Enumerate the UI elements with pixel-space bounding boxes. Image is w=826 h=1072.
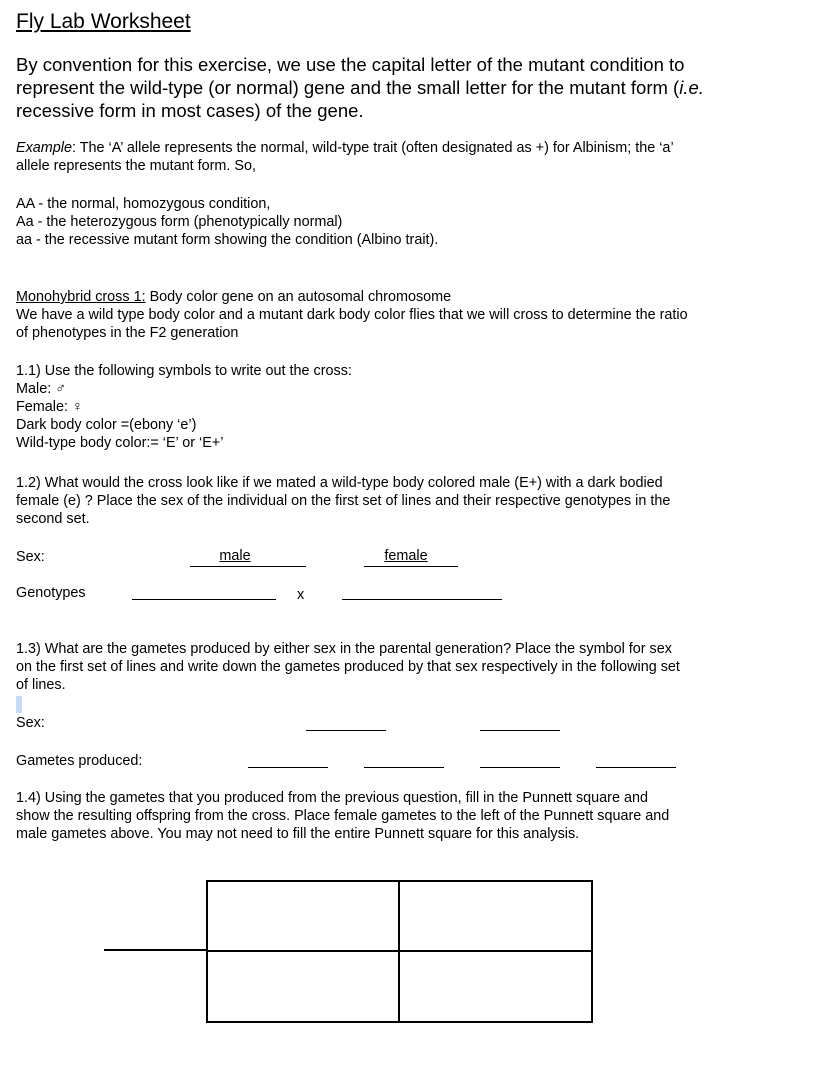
gamete-line-1[interactable] — [248, 767, 328, 768]
symbol-female: Female: ♀ — [16, 399, 83, 415]
punnett-cell-1[interactable] — [208, 882, 400, 952]
q1-3-sex-line-1[interactable] — [306, 730, 386, 731]
gamete-line-4[interactable] — [596, 767, 676, 768]
q1-2-sex-answer-male[interactable]: male — [219, 548, 251, 564]
punnett-cell-3[interactable] — [208, 952, 400, 1022]
cross1-desc-2: of phenotypes in the F2 generation — [16, 325, 239, 341]
q1-3-line-3: of lines. — [16, 677, 66, 693]
genotype-list — [16, 195, 438, 249]
q1-1-prompt: 1.1) Use the following symbols to write out the cross: — [16, 363, 352, 379]
intro-italic-ie: i.e. — [679, 77, 704, 98]
question-1-4 — [16, 789, 669, 843]
cross1-desc-1: We have a wild type body color and a mutant dark body color flies that we will cross to determine the ratio — [16, 307, 688, 323]
text-cursor-highlight — [16, 696, 22, 713]
q1-2-genotype-line-female[interactable] — [342, 599, 502, 600]
page-title: Fly Lab Worksheet — [16, 10, 191, 33]
q1-3-sex-label: Sex: — [16, 715, 45, 731]
intro-line-2 — [16, 76, 704, 99]
q1-4-line-1: 1.4) Using the gametes that you produced from the previous question, fill in the Punnett square and — [16, 790, 648, 806]
punnett-left-gamete-line — [104, 949, 208, 951]
punnett-square — [206, 880, 593, 1023]
q1-2-genotypes-label: Genotypes — [16, 585, 86, 601]
example-label: Example — [16, 140, 72, 156]
q1-4-line-2: show the resulting offspring from the cross. Place female gametes to the left of the Punnett square and — [16, 808, 670, 824]
example-line-2: allele represents the mutant form. So, — [16, 158, 256, 174]
q1-3-gametes-label: Gametes produced: — [16, 753, 143, 769]
question-1-3 — [16, 640, 680, 694]
q1-3-line-1: 1.3) What are the gametes produced by either sex in the parental generation? Place the symbol for sex — [16, 641, 672, 657]
question-1-1 — [16, 362, 352, 452]
q1-2-sex-line-female[interactable] — [364, 566, 458, 567]
cross1-section — [16, 288, 688, 342]
gamete-line-2[interactable] — [364, 767, 444, 768]
genotype-AA: AA - the normal, homozygous condition, — [16, 196, 271, 212]
genotype-aa: aa - the recessive mutant form showing the condition (Albino trait). — [16, 232, 439, 248]
symbol-wild-type: Wild-type body color:= ‘E’ or ‘E+’ — [16, 435, 224, 451]
symbol-male: Male: ♂ — [16, 381, 66, 397]
example-text: : The ‘A’ allele represents the normal, wild-type trait (often designated as +) for Albinism; the ‘a’ — [72, 140, 674, 156]
example-paragraph — [16, 139, 674, 175]
q1-2-sex-answer-female[interactable]: female — [384, 548, 428, 564]
cross1-heading — [16, 288, 688, 306]
q1-2-sex-line-male[interactable] — [190, 566, 306, 567]
q1-2-sex-label: Sex: — [16, 549, 45, 565]
gamete-line-3[interactable] — [480, 767, 560, 768]
genotype-Aa: Aa - the heterozygous form (phenotypically normal) — [16, 214, 343, 230]
cross-symbol: x — [297, 587, 305, 603]
intro-line-1: By convention for this exercise, we use the capital letter of the mutant condition to — [16, 54, 685, 75]
q1-2-line-3: second set. — [16, 511, 90, 527]
cross1-heading-underlined: Monohybrid cross 1: — [16, 289, 146, 305]
q1-2-line-2: female (e) ? Place the sex of the individual on the first set of lines and their respective genotypes in the — [16, 493, 671, 509]
example-line-1 — [16, 139, 674, 157]
question-1-2 — [16, 474, 670, 528]
q1-3-line-2: on the first set of lines and write down the gametes produced by that sex respectively in the following set — [16, 659, 680, 675]
q1-4-line-3: male gametes above. You may not need to fill the entire Punnett square for this analysis. — [16, 826, 580, 842]
q1-2-genotype-line-male[interactable] — [132, 599, 276, 600]
intro-text: represent the wild-type (or normal) gene and the small letter for the mutant form ( — [16, 77, 680, 98]
intro-line-3: recessive form in most cases) of the gene. — [16, 100, 364, 121]
cross1-heading-rest: Body color gene on an autosomal chromosome — [145, 289, 452, 305]
q1-3-sex-line-2[interactable] — [480, 730, 560, 731]
punnett-cell-2[interactable] — [400, 882, 592, 952]
symbol-dark-body: Dark body color =(ebony ‘e’) — [16, 417, 197, 433]
punnett-cell-4[interactable] — [400, 952, 592, 1022]
intro-paragraph — [16, 53, 704, 122]
q1-2-line-1: 1.2) What would the cross look like if we mated a wild-type body colored male (E+) with a dark bodied — [16, 475, 663, 491]
